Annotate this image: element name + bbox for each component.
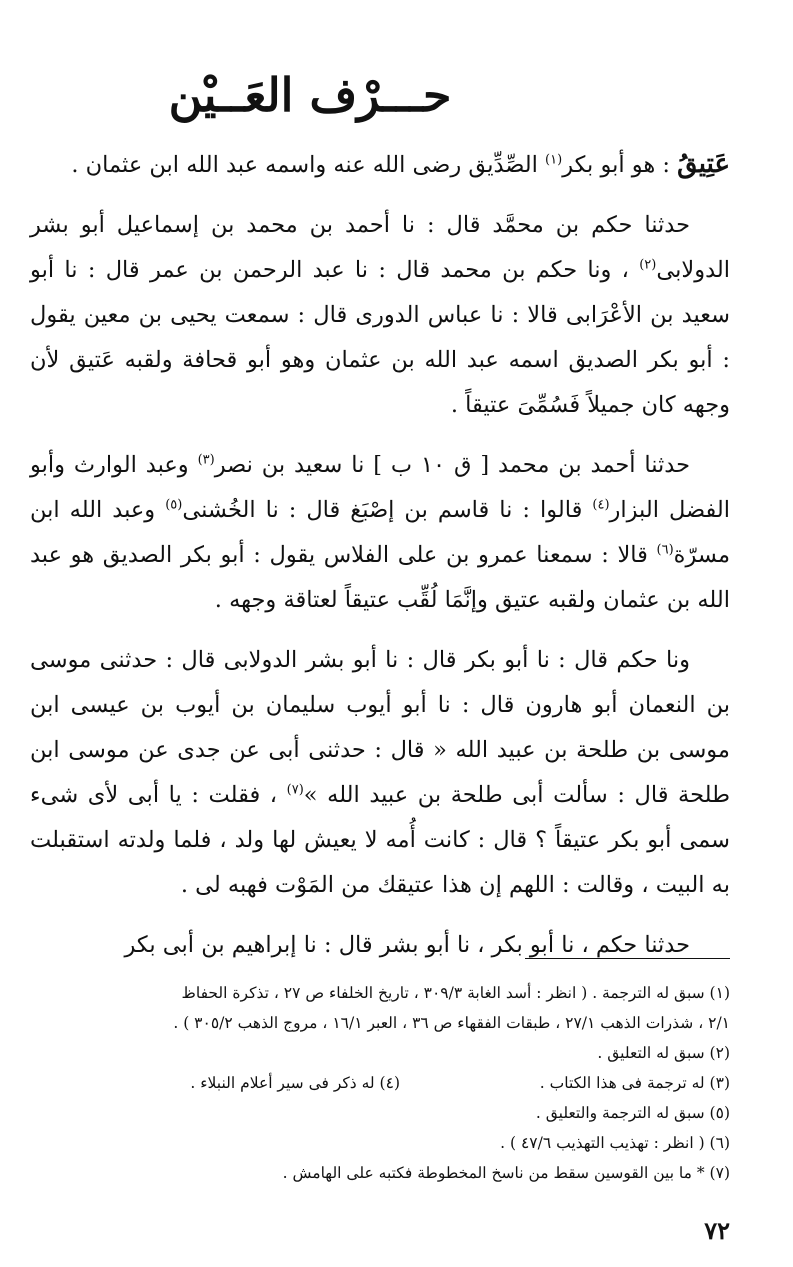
book-page (30, 20, 730, 1250)
hadith-paragraph-4 (30, 923, 730, 968)
footnote-ref-2: (٢) (639, 257, 657, 273)
main-text (30, 142, 730, 983)
para2-text-2: وعبد الوارث وأبو الفضل البزار (30, 452, 730, 523)
footnote-ref-7: (٧) (286, 782, 304, 798)
footnote-ref-3: (٣) (197, 452, 215, 468)
footnote-5: (٥) سبق له الترجمة والتعليق . (535, 1104, 730, 1122)
footnote-ref-5: (٥) (165, 497, 183, 513)
footnote-ref-6: (٦) (656, 542, 674, 558)
footnote-row-3-4 (30, 1068, 730, 1098)
hadith-paragraph-2 (30, 443, 730, 623)
para2-text-3: قالوا : نا قاسم بن إصْبَغ قال : نا الخُشنى (182, 497, 593, 523)
footnote-1-line-2: ٢/١ ، شذرات الذهب ٢٧/١ ، طبقات الفقهاء ص ٣٦ ، العبر ١٦/١ ، مروج الذهب ٣٠٥/٢ ) . (173, 1014, 730, 1032)
entry-paragraph (30, 142, 730, 188)
para3-text-2: ، فقلت : يا أبى لأى شىء سمى أبو بكر عتيقاً ؟ قال : كانت أُمه لا يعيش لها ولد ، فلما ولدته استقبلت به البيت ، وقالت : اللهم إن هذا عتيقك من المَوْت فهبه لى . (30, 782, 730, 898)
para1-text-start: حدثنا حكم بن محمَّد قال : نا أحمد بن محمد بن إسماعيل أبو بشر الدولابى (30, 212, 730, 283)
footnote-2: (٢) سبق له التعليق . (597, 1044, 730, 1062)
entry-text-start: : هو أبو بكر (562, 152, 678, 178)
footnote-3: (٣) له ترجمة فى هذا الكتاب . (539, 1074, 730, 1092)
para1-text-rest: ، ونا حكم بن محمد قال : نا عبد الرحمن بن عمر قال : نا أبو سعيد بن الأعْرَابى قالا : نا عباس الدورى قال : سمعت يحيى بن معين يقول : أبو بكر الصديق اسمه عبد الله بن عثمان وهو أبو قحافة ولقبه عَتيق لأن وجهه كان جميلاً فَسُمِّىَ عتيقاً . (30, 257, 730, 418)
hadith-paragraph-1 (30, 203, 730, 428)
footnote-7: (٧) * ما بين القوسين سقط من ناسخ المخطوطة فكتبه على الهامش . (282, 1164, 730, 1182)
footnotes-section (30, 978, 730, 1188)
entry-term: عَتِيقُ (677, 149, 730, 179)
para2-text-1: حدثنا أحمد بن محمد [ ق ١٠ ب ] نا سعيد بن نصر (214, 452, 690, 478)
footnote-ref-1: (١) (545, 152, 563, 168)
footnote-divider (525, 958, 730, 959)
footnote-6: (٦) ( انظر : تهذيب التهذيب ٤٧/٦ ) . (500, 1134, 730, 1152)
chapter-heading: حـــرْف العَــيْن (168, 68, 452, 122)
entry-text-rest: الصِّدِّيق رضى الله عنه واسمه عبد الله ابن عثمان . (71, 152, 546, 178)
page-number: ٧٢ (704, 1216, 730, 1245)
para3-text-1: ونا حكم قال : نا أبو بكر قال : نا أبو بشر الدولابى قال : حدثنى موسى بن النعمان أبو هارون قال : نا أبو أيوب سليمان بن أيوب بن عيسى ابن موسى بن طلحة بن عبيد الله « قال : حدثنى أبى عن جدى عن موسى ابن طلحة قال : سألت أبى طلحة بن عبيد الله » (30, 647, 730, 808)
footnote-1-line-1: (١) سبق له الترجمة . ( انظر : أسد الغابة ٣٠٩/٣ ، تاريخ الخلفاء ص ٢٧ ، تذكرة الحفاظ (181, 984, 730, 1002)
para2-text-4: وعبد الله ابن مسرّة (30, 497, 730, 568)
footnote-ref-4: (٤) (592, 497, 610, 513)
footnote-4: (٤) له ذكر فى سير أعلام النبلاء . (190, 1074, 400, 1092)
para4-text: حدثنا حكم ، نا أبو بكر ، نا أبو بشر قال : نا إبراهيم بن أبى بكر (124, 932, 690, 958)
para2-text-5: قالا : سمعنا عمرو بن على الفلاس يقول : أبو بكر الصديق هو عبد الله بن عثمان ولقبه عتيق وإنَّمَا لُقِّب عتيقاً لعتاقة وجهه . (30, 542, 730, 613)
hadith-paragraph-3 (30, 638, 730, 908)
